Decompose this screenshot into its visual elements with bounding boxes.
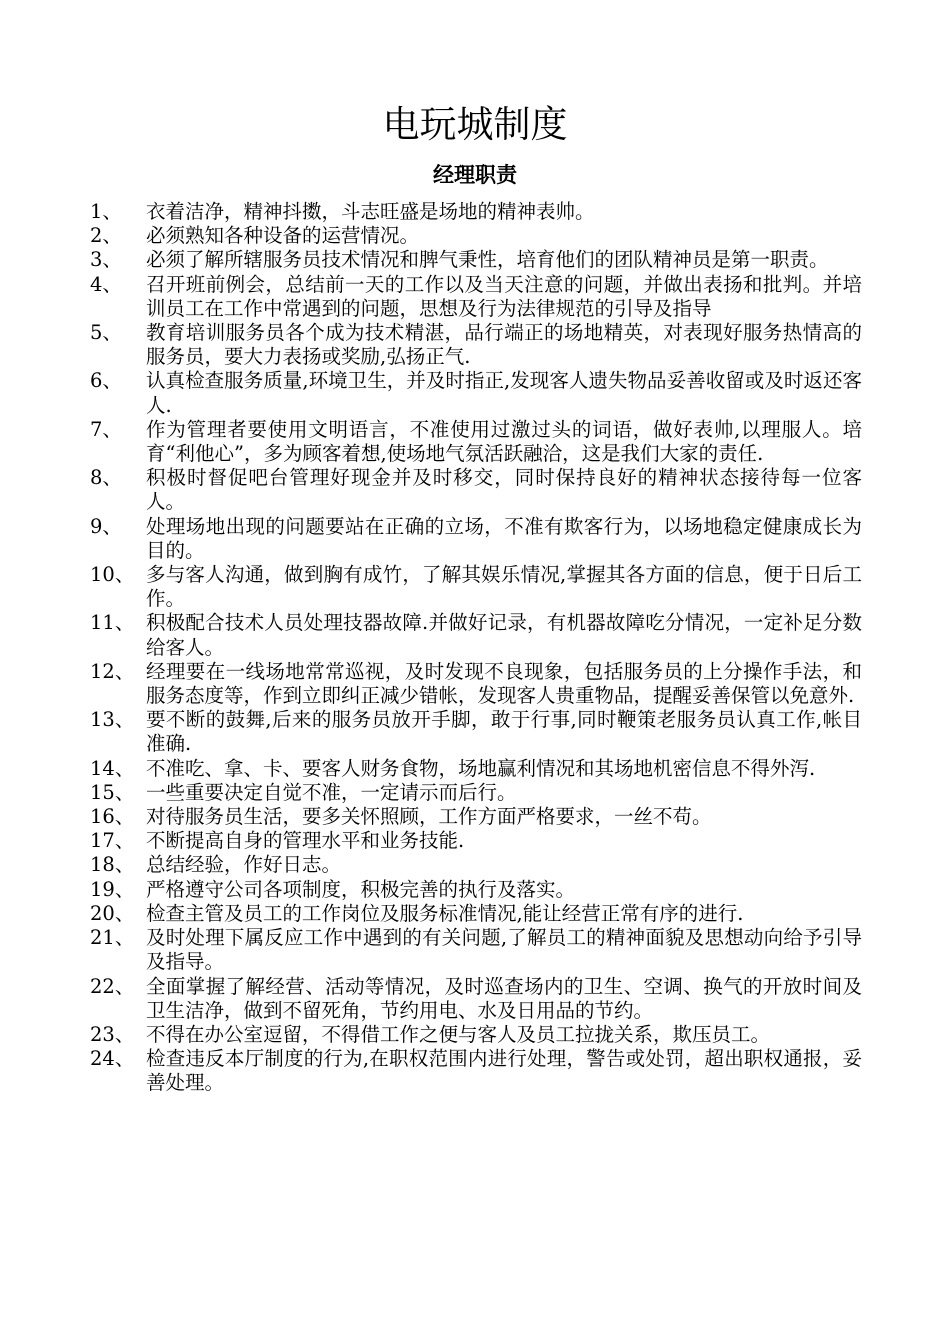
- duty-list: [90, 200, 862, 1096]
- list-item: [90, 418, 862, 466]
- list-item-text: 积极时督促吧台管理好现金并及时移交，同时保持良好的精神状态接待每一位客人。: [146, 466, 862, 514]
- list-item-text: 经理要在一线场地常常巡视，及时发现不良现象，包括服务员的上分操作手法，和服务态度等，作到立即纠正减少错帐，发现客人贵重物品，提醒妥善保管以免意外.: [146, 659, 862, 708]
- list-item-number: 4、: [90, 272, 122, 296]
- list-item-text: 严格遵守公司各项制度，积极完善的执行及落实。: [146, 877, 576, 901]
- list-item-text: 检查违反本厅制度的行为,在职权范围内进行处理，警告或处罚，超出职权通报，妥善处理。: [146, 1047, 862, 1095]
- list-item-number: 11、: [90, 611, 135, 635]
- list-item-number: 13、: [90, 708, 135, 732]
- list-item-number: 24、: [90, 1047, 135, 1071]
- section-heading: 经理职责: [433, 162, 517, 187]
- list-item-number: 17、: [90, 829, 135, 853]
- list-item-number: 8、: [90, 466, 122, 490]
- list-item: [90, 563, 862, 611]
- list-item-text: 认真检查服务质量,环境卫生，并及时指正,发现客人遗失物品妥善收留或及时返还客人.: [146, 369, 862, 417]
- list-item-number: 12、: [90, 659, 135, 683]
- list-item: [90, 466, 862, 514]
- list-item-text: 一些重要决定自觉不准，一定请示而后行。: [146, 780, 517, 804]
- list-item: [90, 248, 862, 272]
- list-item: [90, 781, 862, 805]
- list-item: [90, 926, 862, 974]
- list-item: [90, 975, 862, 1023]
- list-item-number: 2、: [90, 224, 122, 248]
- list-item: [90, 515, 862, 563]
- list-item-text: 不准吃、拿、卡、要客人财务食物，场地赢利情况和其场地机密信息不得外泻.: [146, 756, 816, 780]
- list-item-number: 5、: [90, 321, 122, 345]
- list-item-text: 检查主管及员工的工作岗位及服务标准情况,能让经营正常有序的进行.: [146, 901, 744, 925]
- list-item: [90, 853, 862, 877]
- list-item: [90, 660, 862, 708]
- list-item: [90, 369, 862, 417]
- list-item: [90, 805, 862, 829]
- list-item: [90, 273, 862, 321]
- list-item-number: 7、: [90, 417, 122, 441]
- list-item-text: 必须了解所辖服务员技术情况和脾气秉性，培育他们的团队精神员是第一职责。: [146, 248, 829, 272]
- list-item-number: 3、: [90, 248, 122, 272]
- list-item-text: 处理场地出现的问题要站在正确的立场，不准有欺客行为，以场地稳定健康成长为目的。: [146, 514, 862, 562]
- list-item: [90, 708, 862, 756]
- list-item-text: 衣着洁净，精神抖擞，斗志旺盛是场地的精神表帅。: [146, 200, 595, 223]
- list-item-number: 14、: [90, 756, 135, 780]
- list-item-number: 21、: [90, 926, 135, 950]
- list-item-number: 16、: [90, 805, 135, 829]
- list-item-text: 必须熟知各种设备的运营情况。: [146, 224, 420, 248]
- list-item: [90, 829, 862, 853]
- list-item: [90, 200, 862, 224]
- list-item-text: 不断提高自身的管理水平和业务技能.: [146, 829, 465, 853]
- list-item: [90, 1047, 862, 1095]
- list-item-text: 不得在办公室逗留，不得借工作之便与客人及员工拉拢关系，欺压员工。: [146, 1022, 771, 1046]
- list-item: [90, 321, 862, 369]
- list-item-text: 教育培训服务员各个成为技术精湛，品行端正的场地精英，对表现好服务热情高的服务员，要大力表扬或奖励,弘扬正气.: [146, 321, 862, 369]
- list-item-text: 总结经验，作好日志。: [146, 853, 342, 877]
- list-item-number: 15、: [90, 780, 135, 804]
- list-item: [90, 224, 862, 248]
- list-item-text: 召开班前例会，总结前一天的工作以及当天注意的问题，并做出表扬和批判。并培训员工在工作中常遇到的问题，思想及行为法律规范的引导及指导: [146, 272, 862, 320]
- list-item-text: 多与客人沟通，做到胸有成竹，了解其娱乐情况,掌握其各方面的信息，便于日后工作。: [146, 563, 862, 611]
- document-title: 电玩城制度: [382, 103, 568, 146]
- list-item: [90, 757, 862, 781]
- list-item-text: 积极配合技术人员处理技器故障.并做好记录，有机器故障吃分情况，一定补足分数给客人。: [146, 611, 862, 659]
- list-item-number: 6、: [90, 369, 122, 393]
- list-item-text: 全面掌握了解经营、活动等情况，及时巡查场内的卫生、空调、换气的开放时间及卫生洁净，做到不留死角，节约用电、水及日用品的节约。: [146, 974, 862, 1022]
- list-item-number: 18、: [90, 853, 135, 877]
- list-item: [90, 878, 862, 902]
- list-item: [90, 902, 862, 926]
- list-item-number: 23、: [90, 1022, 135, 1046]
- list-item-text: 作为管理者要使用文明语言，不准使用过激过头的词语，做好表帅,以理服人。培育“利他心”，多为顾客着想,使场地气氛活跃融洽，这是我们大家的责任.: [146, 417, 862, 466]
- list-item-number: 20、: [90, 901, 135, 925]
- list-item-number: 22、: [90, 974, 135, 998]
- list-item-number: 19、: [90, 877, 135, 901]
- list-item-number: 9、: [90, 514, 122, 538]
- list-item-text: 对待服务员生活，要多关怀照顾，工作方面严格要求，一丝不苟。: [146, 805, 712, 829]
- list-item-number: 10、: [90, 563, 135, 587]
- list-item: [90, 611, 862, 659]
- list-item-text: 及时处理下属反应工作中遇到的有关问题,了解员工的精神面貌及思想动向给予引导及指导。: [146, 926, 862, 974]
- list-item-number: 1、: [90, 200, 122, 223]
- list-item: [90, 1023, 862, 1047]
- list-item-text: 要不断的鼓舞,后来的服务员放开手脚，敢于行事,同时鞭策老服务员认真工作,帐目准确.: [146, 708, 862, 756]
